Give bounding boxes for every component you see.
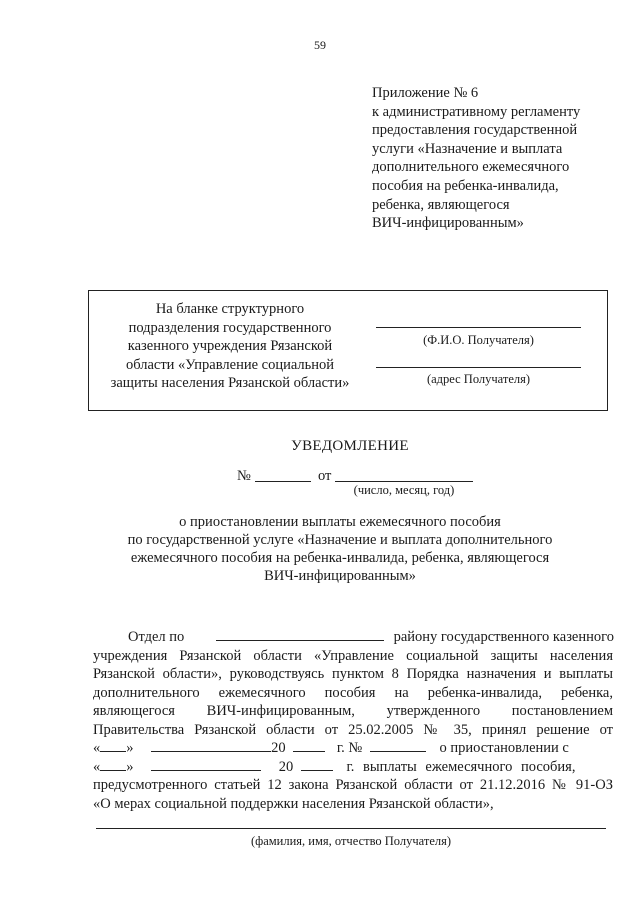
org-line: области «Управление социальной	[125, 356, 335, 373]
org-line: защиты населения Рязанской области»	[110, 375, 350, 392]
decision-year-prefix: 20	[271, 740, 286, 756]
decision-number-label: г. №	[336, 740, 363, 756]
subject-line: ежемесячного пособия на ребенка-инвалида, ребенка, являющегося	[130, 550, 550, 566]
quote-open: «	[93, 758, 101, 775]
org-line: казенного учреждения Рязанской	[127, 338, 333, 355]
body-line-8	[93, 758, 613, 777]
appendix-line: предоставления государственной	[372, 122, 578, 139]
recipient-address-line[interactable]	[376, 367, 581, 368]
from-label: от	[318, 468, 332, 484]
subject-line: о приостановлении выплаты ежемесячного пособия	[179, 514, 501, 530]
suspension-payment-text: г. выплаты ежемесячного пособия,	[346, 758, 576, 775]
appendix-line: Приложение № 6	[372, 85, 479, 101]
suspension-month-field[interactable]	[151, 758, 261, 771]
district-field[interactable]	[216, 628, 384, 641]
appendix-header	[372, 84, 622, 233]
appendix-line: ВИЧ-инфицированным»	[372, 215, 524, 232]
appendix-line: к административному регламенту	[372, 103, 581, 120]
number-field[interactable]	[255, 469, 311, 482]
number-sign: №	[237, 468, 251, 484]
notice-subject	[100, 513, 580, 585]
org-line: подразделения государственного	[128, 319, 332, 336]
quote-open: «	[93, 740, 101, 756]
dept-suffix: району государственного казенного	[393, 629, 614, 645]
body-line-7	[93, 739, 613, 758]
body-line-2: учреждения Рязанской области «Управление социальной защиты населения	[93, 647, 613, 664]
decision-month-field[interactable]	[151, 739, 271, 752]
suspension-year-field[interactable]	[301, 758, 333, 771]
decision-year-field[interactable]	[293, 739, 325, 752]
body-line-6: Правительства Рязанской области от 25.02.2005 № 35, принял решение от	[93, 721, 613, 738]
appendix-line: пособия на ребенка-инвалида,	[372, 177, 559, 194]
body-line-10: «О мерах социальной поддержки населения Рязанской области»,	[93, 795, 494, 812]
appendix-line: услуги «Назначение и выплата	[372, 140, 563, 157]
body-line-5: являющегося ВИЧ-инфицированным, утвержденного постановлением	[93, 703, 613, 719]
body-line-3: Рязанской области», руководствуясь пунктом 8 Порядка назначения и выплаты	[93, 666, 613, 682]
suspension-from-text: о приостановлении с	[439, 740, 569, 756]
body-line-1	[93, 628, 613, 647]
recipient-name-line[interactable]	[376, 327, 581, 328]
body-line-9: предусмотренного статьей 12 закона Рязанской области от 21.12.2016 № 91-ОЗ	[93, 777, 613, 793]
body-line-4: дополнительного ежемесячного пособия на ребенка-инвалида, ребенка,	[93, 684, 613, 701]
suspension-year-prefix: 20	[278, 758, 294, 775]
subject-line: по государственной услуге «Назначение и выплата дополнительного	[127, 532, 553, 548]
date-caption: (число, месяц, год)	[353, 483, 455, 497]
body-paragraph	[93, 628, 613, 813]
date-field[interactable]	[335, 469, 473, 482]
quote-close: »	[126, 758, 134, 775]
recipient-signature-caption: (фамилия, имя, отчество Получателя)	[250, 834, 452, 848]
recipient-address-caption: (адрес Получателя)	[426, 372, 531, 386]
appendix-line: дополнительного ежемесячного	[372, 159, 570, 176]
appendix-line: ребенка, являющегося	[372, 196, 510, 213]
org-line: На бланке структурного	[155, 301, 305, 317]
suspension-day-field[interactable]	[100, 758, 126, 771]
recipient-signature-line[interactable]	[96, 828, 606, 829]
recipient-name-caption: (Ф.И.О. Получателя)	[423, 333, 534, 347]
dept-label: Отдел по	[128, 629, 185, 645]
quote-close: »	[126, 740, 134, 756]
decision-day-field[interactable]	[100, 739, 126, 752]
decision-number-field[interactable]	[370, 739, 426, 752]
page-number: 59	[314, 38, 326, 52]
organization-block	[98, 300, 362, 393]
document-title: УВЕДОМЛЕНИЕ	[291, 438, 409, 454]
subject-line: ВИЧ-инфицированным»	[264, 568, 416, 584]
